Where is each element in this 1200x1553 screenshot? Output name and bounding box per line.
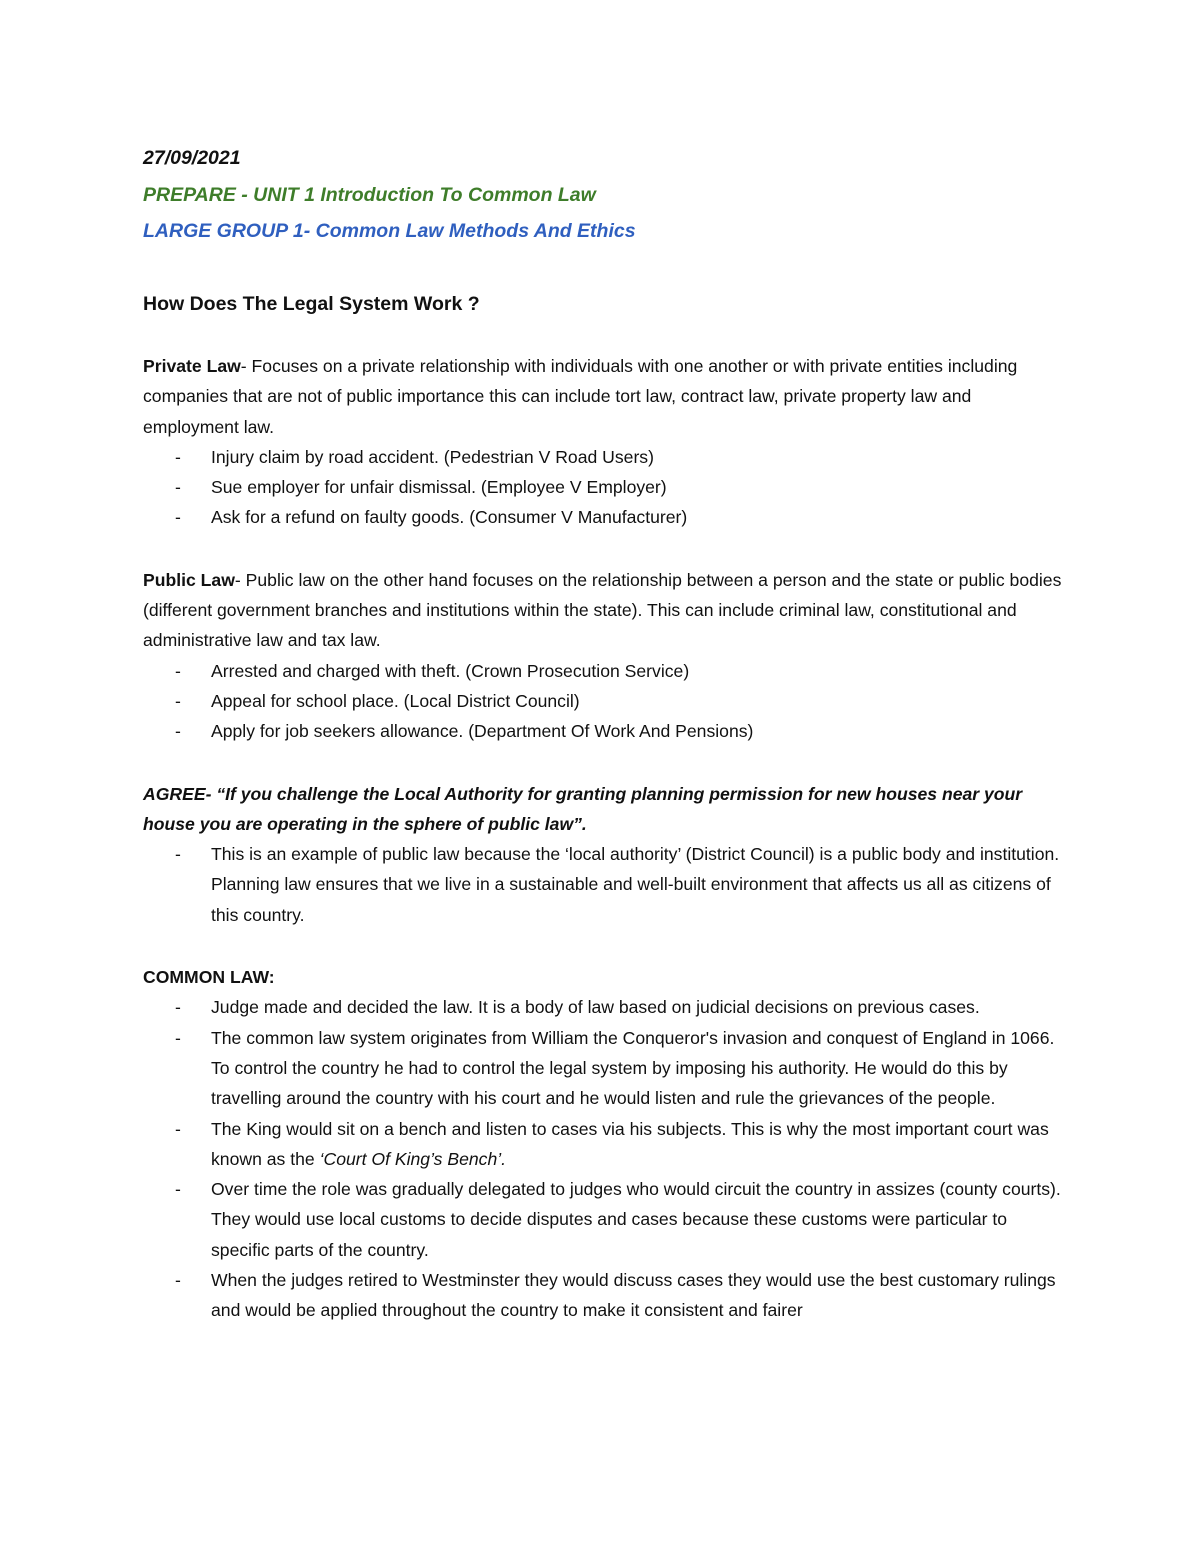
- large-group-heading: LARGE GROUP 1- Common Law Methods And Ethics: [143, 220, 636, 242]
- list-item-text: The King would sit on a bench and listen to cases via his subjects. This is why the most important court was known as the: [211, 1118, 1049, 1169]
- private-law-text: - Focuses on a private relationship with individuals with one another or with private entities including companies that are not of public importance this can include tort law, contract law, private property law and employment law.: [143, 356, 1018, 437]
- list-item-text: Appeal for school place. (Local District Council): [211, 690, 580, 711]
- agree-list: [143, 839, 1063, 930]
- list-item-text: Injury claim by road accident. (Pedestrian V Road Users): [211, 446, 654, 467]
- dash-bullet: -: [175, 446, 181, 467]
- list-item-text: Sue employer for unfair dismissal. (Employee V Employer): [211, 477, 667, 498]
- list-item-text: Ask for a refund on faulty goods. (Consumer V Manufacturer): [211, 507, 688, 528]
- list-item-text: This is an example of public law because the ‘local authority’ (District Council) is a public body and institution. Planning law ensures that we live in a sustainable and well-built environment that affects us all as citizens of this country.: [211, 844, 1060, 925]
- dash-bullet: -: [175, 844, 181, 865]
- dash-bullet: -: [175, 721, 181, 742]
- private-law-paragraph: [143, 351, 1063, 442]
- common-law-label: COMMON LAW:: [143, 967, 275, 988]
- list-item: [143, 1023, 1063, 1114]
- list-item-text: The common law system originates from William the Conqueror's invasion and conquest of England in 1066. To control the country he had to control the legal system by imposing his authority. He would do this by travelling around the country with his court and he would listen and rule the grievances of the people.: [211, 1027, 1055, 1109]
- dash-bullet: -: [175, 660, 181, 681]
- private-law-list: [143, 442, 1063, 533]
- list-item-text: Over time the role was gradually delegated to judges who would circuit the country in assizes (county courts). They would use local customs to decide disputes and cases because these customs were particular to specific parts of the country.: [211, 1179, 1061, 1260]
- dash-bullet: -: [175, 690, 181, 711]
- dash-bullet: -: [175, 997, 181, 1018]
- public-law-list: [143, 656, 1063, 747]
- list-item: [143, 656, 1063, 686]
- list-item: [143, 502, 1063, 532]
- list-item: [143, 992, 1063, 1022]
- list-item: [143, 1265, 1063, 1326]
- private-law-label: Private Law: [143, 356, 241, 376]
- agree-statement: AGREE- “If you challenge the Local Authority for granting planning permission for new houses near your house you are operating in the sphere of public law”.: [143, 783, 1023, 834]
- public-law-text: - Public law on the other hand focuses on the relationship between a person and the state or public bodies (different government branches and institutions within the state). This can include criminal law, constitutional and administrative law and tax law.: [143, 569, 1062, 651]
- dash-bullet: -: [175, 477, 181, 498]
- list-item-text: When the judges retired to Westminster they would discuss cases they would use the best customary rulings and would be applied throughout the country to make it consistent and fairer: [211, 1270, 1056, 1321]
- common-law-list: [143, 992, 1063, 1325]
- list-item: [143, 1174, 1063, 1265]
- document-date: 27/09/2021: [143, 147, 241, 169]
- list-item: [143, 1114, 1063, 1175]
- dash-bullet: -: [175, 1270, 181, 1291]
- dash-bullet: -: [175, 1118, 181, 1139]
- section-title: How Does The Legal System Work ?: [143, 293, 480, 315]
- list-item: [143, 839, 1063, 930]
- prepare-heading: PREPARE - UNIT 1 Introduction To Common Law: [143, 184, 596, 206]
- dash-bullet: -: [175, 1179, 181, 1200]
- court-name: ‘Court Of King’s Bench’.: [319, 1148, 507, 1169]
- document-page: [143, 140, 1063, 1326]
- list-item: [143, 686, 1063, 716]
- list-item-text: Arrested and charged with theft. (Crown Prosecution Service): [211, 660, 690, 681]
- list-item: [143, 442, 1063, 472]
- common-law-heading: [143, 962, 1063, 992]
- dash-bullet: -: [175, 507, 181, 528]
- dash-bullet: -: [175, 1027, 181, 1048]
- list-item-text: Apply for job seekers allowance. (Department Of Work And Pensions): [211, 721, 754, 742]
- list-item: [143, 472, 1063, 502]
- list-item: [143, 716, 1063, 746]
- list-item-text: Judge made and decided the law. It is a body of law based on judicial decisions on previous cases.: [211, 997, 980, 1018]
- public-law-label: Public Law: [143, 569, 235, 590]
- public-law-paragraph: [143, 565, 1063, 656]
